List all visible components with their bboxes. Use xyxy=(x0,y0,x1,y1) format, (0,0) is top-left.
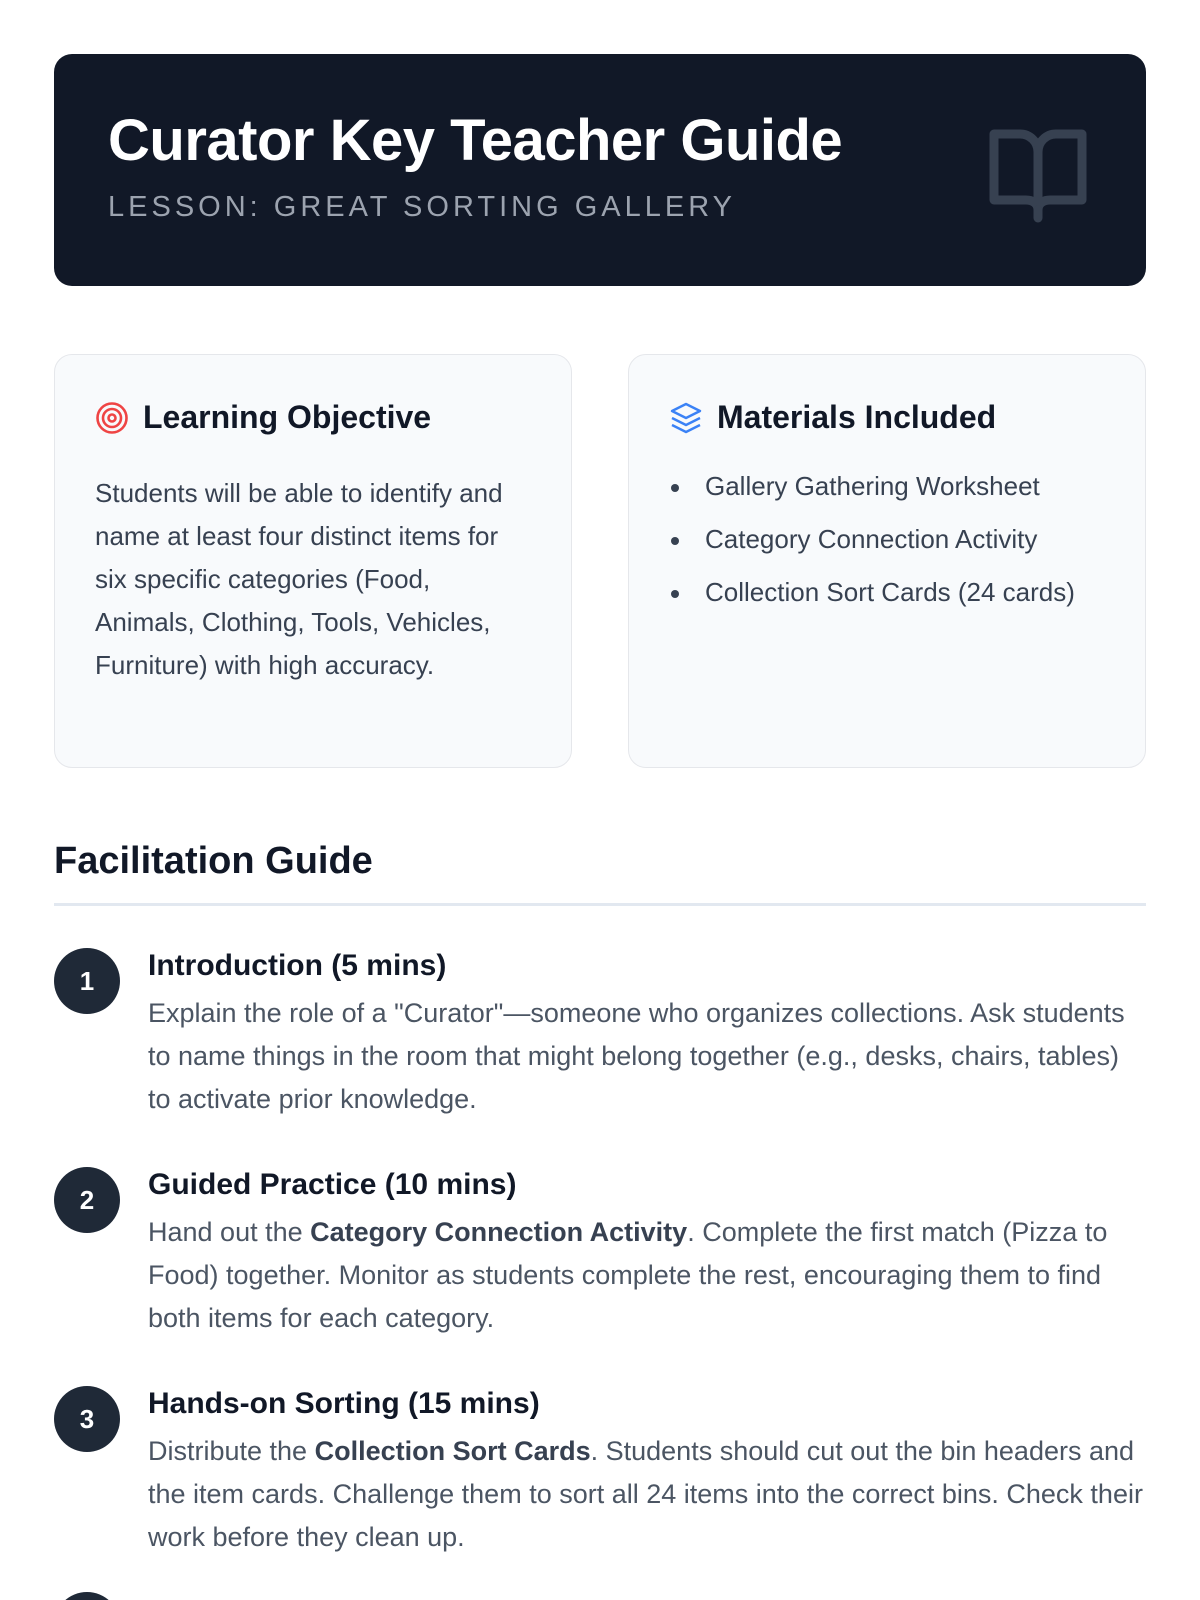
facilitation-steps xyxy=(54,948,1146,1559)
facilitation-step xyxy=(54,1386,1146,1559)
step-content xyxy=(148,948,1146,1121)
step-title: Introduction (5 mins) xyxy=(148,949,447,982)
step-number: 3 xyxy=(54,1386,120,1452)
step-description-text: Explain the role of a "Curator"—someone who organizes collections. Ask students to name things in the room that might belong together (e.g., desks, chairs, tables) to activate prior knowledge. xyxy=(148,998,1125,1114)
step-description xyxy=(148,992,1146,1121)
page-title: Curator Key Teacher Guide xyxy=(108,108,843,173)
learning-objective-card xyxy=(54,354,572,768)
lesson-subtitle: LESSON: GREAT SORTING GALLERY xyxy=(108,190,736,223)
info-cards xyxy=(54,354,1146,768)
facilitation-step xyxy=(54,948,1146,1121)
materials-card xyxy=(628,354,1146,768)
step-description-text: . Complete the first match (Pizza to Food) together. Monitor as students complete the rest, encouraging them to find both items for each category. xyxy=(148,1217,1108,1333)
step-number xyxy=(54,1592,120,1600)
step-description-text: Distribute the xyxy=(148,1436,315,1466)
step-description-bold: Category Connection Activity xyxy=(310,1217,688,1247)
learning-objective-text: Students will be able to identify and name at least four distinct items for six specific categories (Food, Animals, Clothing, Tools, Vehicles, Furniture) with high accuracy. xyxy=(95,478,503,680)
step-description-bold: Collection Sort Cards xyxy=(314,1436,591,1466)
header-banner xyxy=(54,54,1146,286)
step-number: 2 xyxy=(54,1167,120,1233)
materials-list-item: Gallery Gathering Worksheet xyxy=(669,466,1105,506)
learning-objective-header xyxy=(95,399,531,436)
step-content xyxy=(148,1167,1146,1340)
book-open-icon xyxy=(986,124,1090,224)
materials-list-item: Category Connection Activity xyxy=(669,519,1105,559)
step-description-text: Hand out the xyxy=(148,1217,311,1247)
facilitation-step xyxy=(54,1167,1146,1340)
learning-objective-title: Learning Objective xyxy=(143,399,432,435)
materials-header xyxy=(669,399,1105,436)
step-title: Hands-on Sorting (15 mins) xyxy=(148,1387,540,1420)
materials-list-item: Collection Sort Cards (24 cards) xyxy=(669,572,1105,612)
step-number: 1 xyxy=(54,948,120,1014)
layers-icon xyxy=(669,401,703,435)
materials-list xyxy=(669,466,1105,612)
materials-title: Materials Included xyxy=(717,399,997,435)
step-description-text: . Students should cut out the bin headers and the item cards. Challenge them to sort all 24 items into the correct bins. Check their work before they clean up. xyxy=(148,1436,1143,1552)
step-title: Guided Practice (10 mins) xyxy=(148,1168,517,1201)
step-description xyxy=(148,1211,1146,1340)
target-icon xyxy=(95,401,129,435)
step-description xyxy=(148,1430,1146,1559)
step-content xyxy=(148,1386,1146,1559)
facilitation-guide-heading: Facilitation Guide xyxy=(54,840,1146,906)
